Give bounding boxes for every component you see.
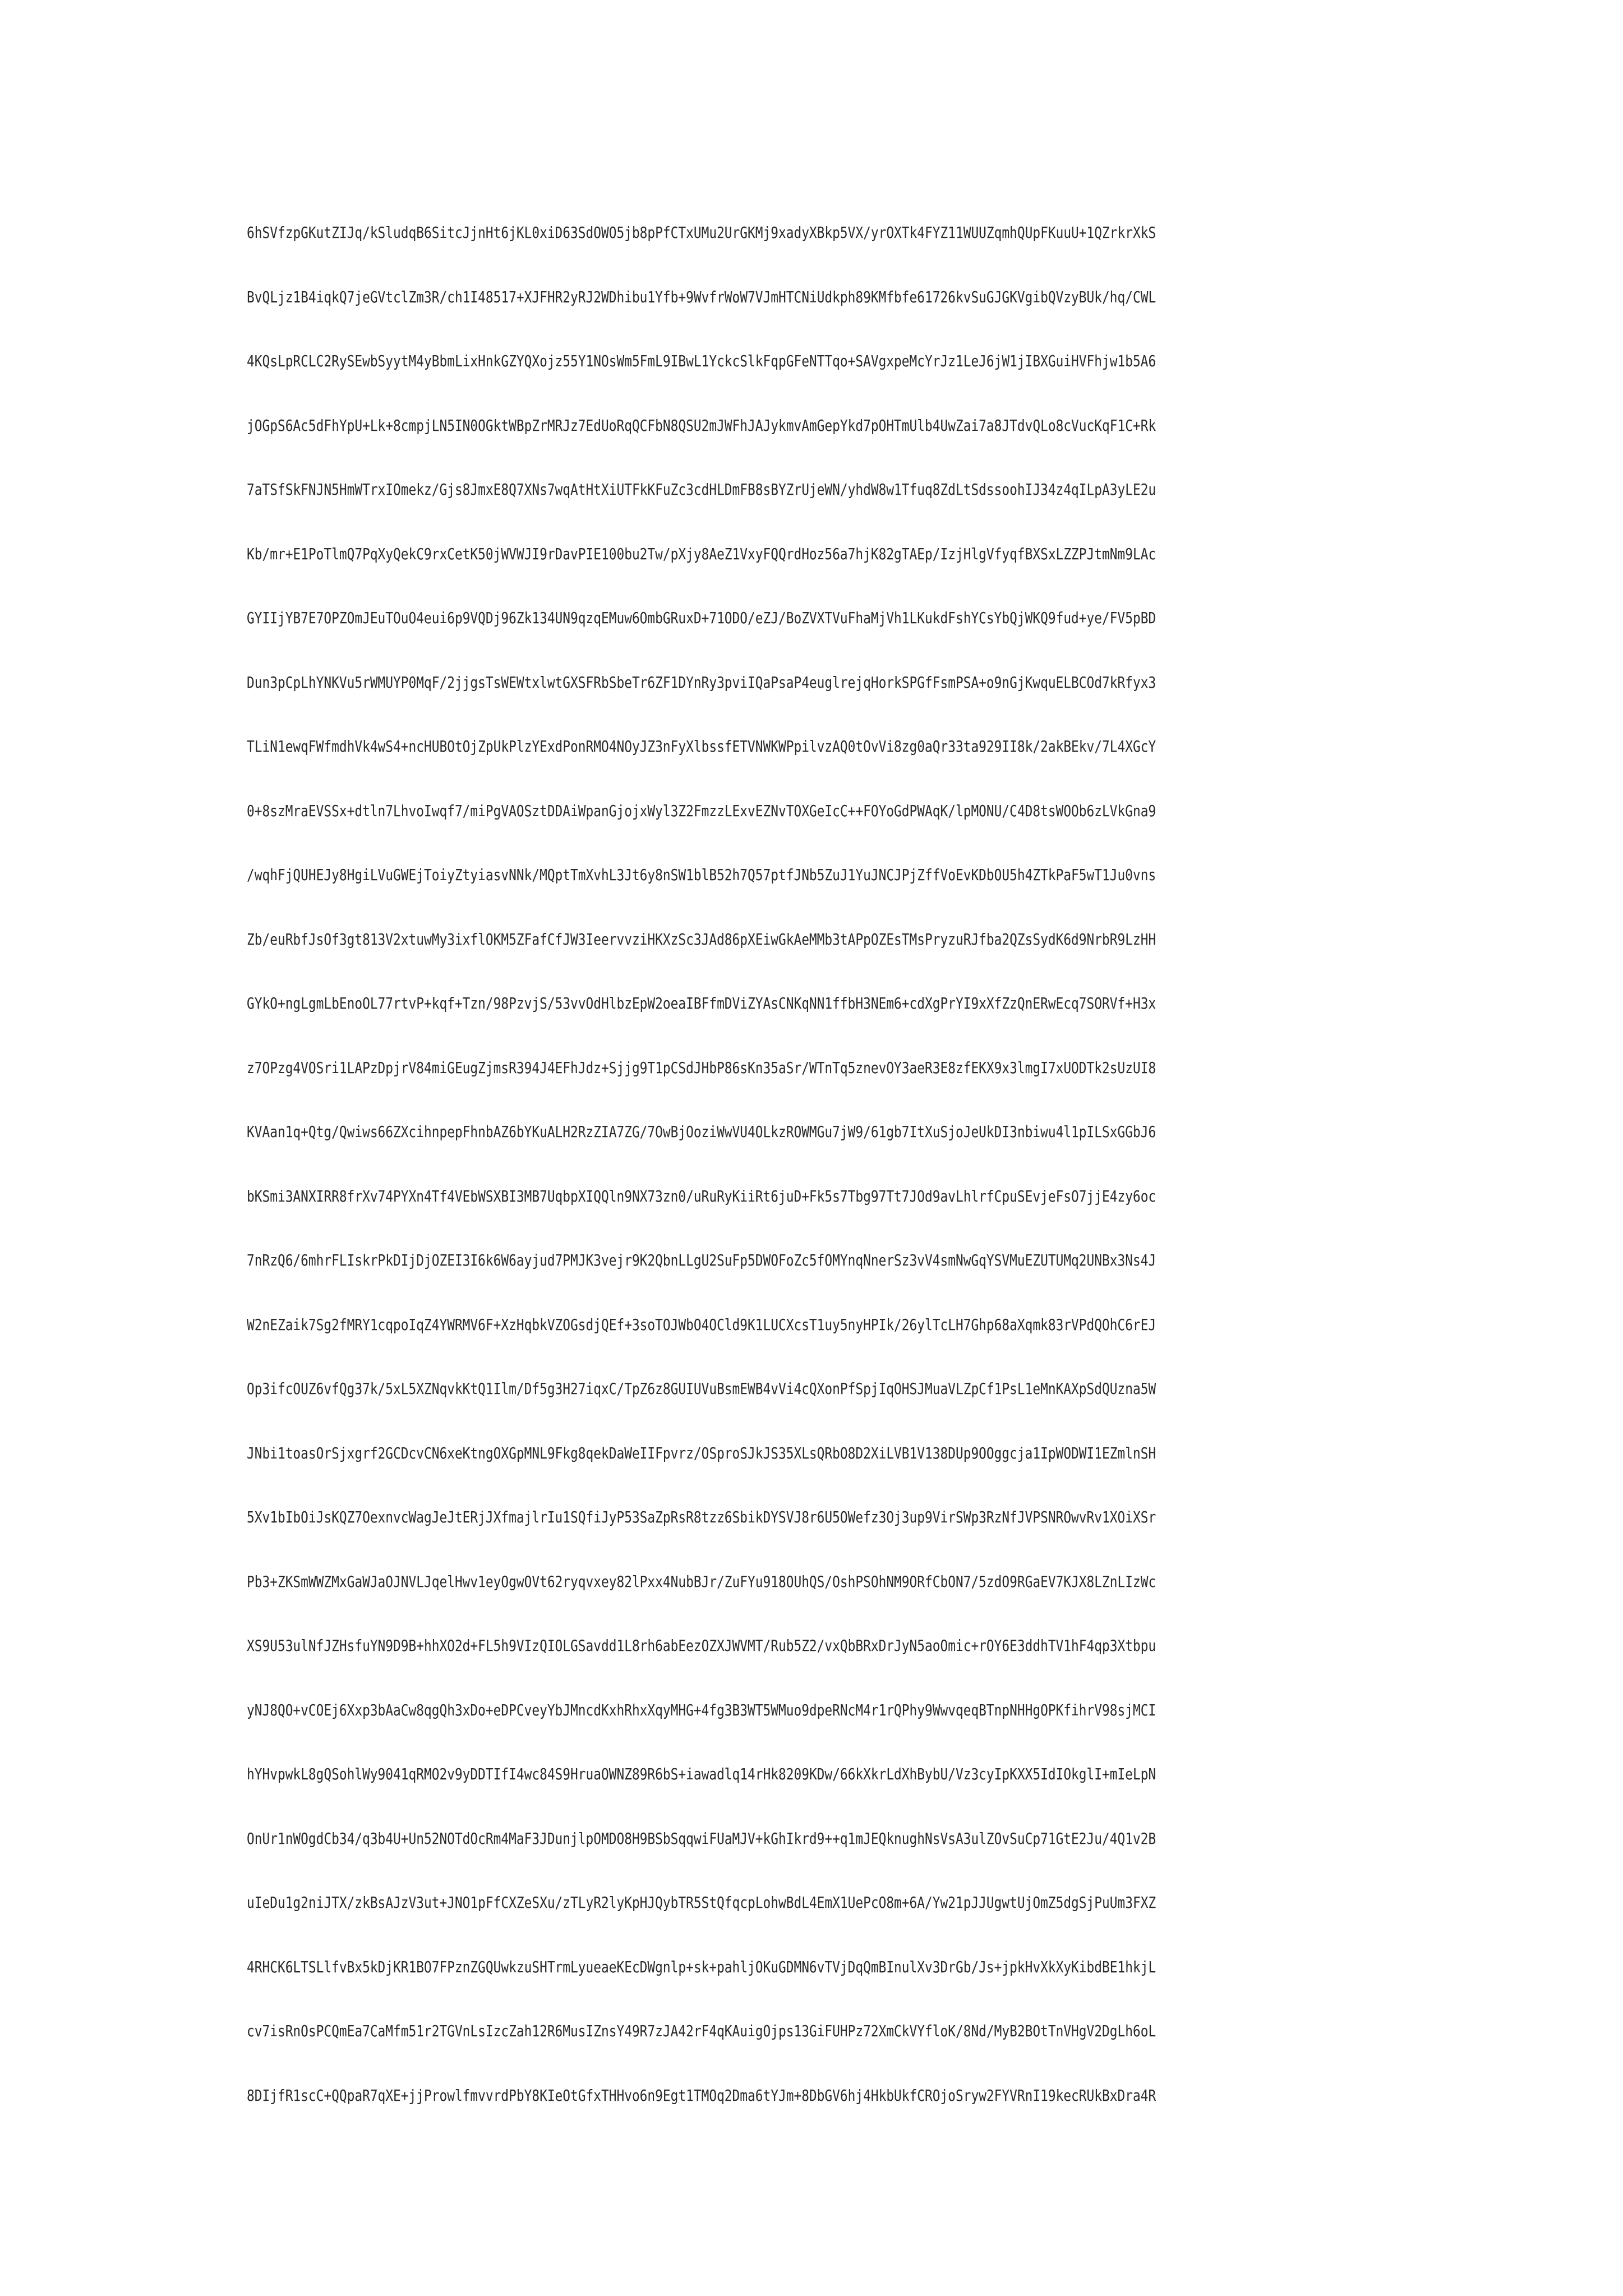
encoded-text-block xyxy=(247,224,1385,2216)
text-line: cv7isRnOsPCQmEa7CaMfm51r2TGVnLsIzcZah12R6MusIZnsY49R7zJA42rF4qKAuigOjps13GiFUHPz72XmCkVYfloK/8Nd/MyB2BOtTnVHgV2DgLh6oL xyxy=(247,2023,1156,2040)
text-line: 8DIjfR1scC+QQpaR7qXE+jjProwlfmvvrdPbY8KIeOtGfxTHHvo6n9Egt1TMOq2Dma6tYJm+8DbGV6hj4HkbUkfCROjoSryw2FYVRnI19kecRUkBxDra4R xyxy=(247,2087,1156,2105)
text-line: W2nEZaik7Sg2fMRY1cqpoIqZ4YWRMV6F+XzHqbkVZOGsdjQEf+3soTOJWbO4OCld9K1LUCXcsT1uy5nyHPIk/26ylTcLH7Ghp68aXqmk83rVPdQOhC6rEJ xyxy=(247,1316,1156,1334)
text-line: 0+8szMraEVSSx+dtln7LhvoIwqf7/miPgVAOSztDDAiWpanGjojxWyl3Z2FmzzLExvEZNvTOXGeIcC++FOYoGdPWAqK/lpMONU/C4D8tsWOOb6zLVkGna9 xyxy=(247,802,1156,820)
text-line: yNJ8QO+vCOEj6Xxp3bAaCw8qgQh3xDo+eDPCveyYbJMncdKxhRhxXqyMHG+4fg3B3WT5WMuo9dpeRNcM4r1rQPhy9WwvqeqBTnpNHHgOPKfihrV98sjMCI xyxy=(247,1701,1156,1719)
text-line: 5Xv1bIbOiJsKQZ7OexnvcWagJeJtERjJXfmajlrIu1SQfiJyP53SaZpRsR8tzz6SbikDYSVJ8r6U5OWefz3Oj3up9VirSWp3RzNfJVPSNROwvRv1XOiXSr xyxy=(247,1509,1156,1526)
text-line: Dun3pCpLhYNKVu5rWMUYP0MqF/2jjgsTsWEWtxlwtGXSFRbSbeTr6ZF1DYnRy3pviIQaPsaP4euglrejqHorkSPGfFsmPSA+o9nGjKwquELBCOd7kRfyx3 xyxy=(247,674,1156,692)
text-line: Kb/mr+E1PoTlmQ7PqXyQekC9rxCetK50jWVWJI9rDavPIE100bu2Tw/pXjy8AeZ1VxyFQQrdHoz56a7hjK82gTAEp/IzjHlgVfyqfBXSxLZZPJtmNm9LAc xyxy=(247,545,1156,563)
text-line: hYHvpwkL8gQSohlWy9041qRMO2v9yDDTIfI4wc84S9HruaOWNZ89R6bS+iawadlq14rHk8209KDw/66kXkrLdXhBybU/Vz3cyIpKXX5IdIOkglI+mIeLpN xyxy=(247,1766,1156,1783)
text-line xyxy=(247,2151,1385,2216)
text-line: /wqhFjQUHEJy8HgiLVuGWEjToiyZtyiasvNNk/MQptTmXvhL3Jt6y8nSW1blB52h7Q57ptfJNb5ZuJ1YuJNCJPjZffVoEvKDbOU5h4ZTkPaF5wT1Ju0vns xyxy=(247,867,1156,884)
text-line: uIeDu1g2niJTX/zkBsAJzV3ut+JNO1pFfCXZeSXu/zTLyR2lyKpHJQybTR5StQfqcpLohwBdL4EmX1UePcO8m+6A/Yw21pJJUgwtUjOmZ5dgSjPuUm3FXZ xyxy=(247,1894,1156,1912)
text-line: TLiN1ewqFWfmdhVk4wS4+ncHUBOtOjZpUkPlzYExdPonRMO4NOyJZ3nFyXlbssfETVNWKWPpilvzAQ0tOvVi8zg0aQr33ta929II8k/2akBEkv/7L4XGcY xyxy=(247,738,1156,756)
text-line: XS9U53ulNfJZHsfuYN9D9B+hhXO2d+FL5h9VIzQIOLGSavdd1L8rh6abEezOZXJWVMT/Rub5Z2/vxQbBRxDrJyN5aoOmic+rOY6E3ddhTV1hF4qp3Xtbpu xyxy=(247,1637,1156,1655)
text-line: 4RHCK6LTSLlfvBx5kDjKR1BO7FPznZGQUwkzuSHTrmLyueaeKEcDWgnlp+sk+pahljOKuGDMN6vTVjDqQmBInulXv3DrGb/Js+jpkHvXkXyKibdBE1hkjL xyxy=(247,1958,1156,1976)
text-line: BvQLjz1B4iqkQ7jeGVtclZm3R/ch1I48517+XJFHR2yRJ2WDhibu1Yfb+9WvfrWoW7VJmHTCNiUdkph89KMfbfe61726kvSuGJGKVgibQVzyBUk/hq/CWL xyxy=(247,288,1156,306)
text-line: JNbi1toasOrSjxgrf2GCDcvCN6xeKtngOXGpMNL9Fkg8qekDaWeIIFpvrz/OSproSJkJS35XLsQRbO8D2XiLVB1V138DUp9OOggcja1IpWODWI1EZmlnSH xyxy=(247,1444,1156,1462)
text-line: Op3ifcOUZ6vfQg37k/5xL5XZNqvkKtQ1Ilm/Df5g3H27iqxC/TpZ6z8GUIUVuBsmEWB4vVi4cQXonPfSpjIqOHSJMuaVLZpCf1PsL1eMnKAXpSdQUzna5W xyxy=(247,1381,1156,1398)
text-line: GYkO+ngLgmLbEnoOL77rtvP+kqf+Tzn/98PzvjS/53vvOdHlbzEpW2oeaIBFfmDViZYAsCNKqNN1ffbH3NEm6+cdXgPrYI9xXfZzQnERwEcq7SORVf+H3x xyxy=(247,995,1156,1013)
text-line: 7aTSfSkFNJN5HmWTrxIOmekz/Gjs8JmxE8Q7XNs7wqAtHtXiUTFkKFuZc3cdHLDmFB8sBYZrUjeWN/yhdW8w1Tfuq8ZdLtSdssoohIJ34z4qILpA3yLE2u xyxy=(247,481,1156,499)
text-line: KVAan1q+Qtg/Qwiws66ZXcihnpepFhnbAZ6bYKuALH2RzZIA7ZG/7OwBjOoziWwVU4OLkzROWMGu7jW9/61gb7ItXuSjoJeUkDI3nbiwu4l1pILSxGGbJ6 xyxy=(247,1124,1156,1141)
text-line: OnUr1nWOgdCb34/q3b4U+Un52NOTdOcRm4MaF3JDunjlpOMDO8H9BSbSqqwiFUaMJV+kGhIkrd9++q1mJEQknughNsVsA3ulZOvSuCp71GtE2Ju/4Q1v2B xyxy=(247,1830,1156,1848)
text-line: bKSmi3ANXIRR8frXv74PYXn4Tf4VEbWSXBI3MB7UqbpXIQQln9NX73zn0/uRuRyKiiRt6juD+Fk5s7Tbg97Tt7JOd9avLhlrfCpuSEvjeFsO7jjE4zy6oc xyxy=(247,1188,1156,1205)
text-line: GYIIjYB7E7OPZOmJEuTOuO4eui6p9VQDj96Zk134UN9qzqEMuw6OmbGRuxD+71ODO/eZJ/BoZVXTVuFhaMjVh1LKukdFshYCsYbQjWKQ9fud+ye/FV5pBD xyxy=(247,610,1156,627)
text-line: 4KQsLpRCLC2RySEwbSyytM4yBbmLixHnkGZYQXojz55Y1NOsWm5FmL9IBwL1YckcSlkFqpGFeNTTqo+SAVgxpeMcYrJz1LeJ6jW1jIBXGuiHVFhjw1b5A6 xyxy=(247,353,1156,370)
text-line: z7OPzg4VOSri1LAPzDpjrV84miGEugZjmsR394J4EFhJdz+Sjjg9T1pCSdJHbP86sKn35aSr/WTnTq5znevOY3aeR3E8zfEKX9x3lmgI7xUODTk2sUzUI8 xyxy=(247,1059,1156,1077)
text-line: Pb3+ZKSmWWZMxGaWJaOJNVLJqelHwv1eyOgwOVt62ryqvxey82lPxx4NubBJr/ZuFYu918OUhQS/OshPSOhNM9ORfCbON7/5zdO9RGaEV7KJX8LZnLIzWc xyxy=(247,1573,1156,1591)
text-line: Zb/euRbfJsOf3gt813V2xtuwMy3ixflOKM5ZFafCfJW3IeervvziHKXzSc3JAd86pXEiwGkAeMMb3tAPpOZEsTMsPryzuRJfba2QZsSydK6d9NrbR9LzHH xyxy=(247,931,1156,949)
text-line: jOGpS6Ac5dFhYpU+Lk+8cmpjLN5IN0OGktWBpZrMRJz7EdUoRqQCFbN8QSU2mJWFhJAJykmvAmGepYkd7pOHTmUlb4UwZai7a8JTdvQLo8cVucKqF1C+Rk xyxy=(247,417,1156,435)
text-line: 6hSVfzpGKutZIJq/kSludqB6SitcJjnHt6jKL0xiD63SdOWO5jb8pPfCTxUMu2UrGKMj9xadyXBkp5VX/yrOXTk4FYZ11WUUZqmhQUpFKuuU+1QZrkrXkS xyxy=(247,224,1156,242)
text-line: 7nRzQ6/6mhrFLIskrPkDIjDjOZEI3I6k6W6ayjud7PMJK3vejr9K2QbnLLgU2SuFp5DWOFoZc5fOMYnqNnerSz3vV4smNwGqYSVMuEZUTUMq2UNBx3Ns4J xyxy=(247,1252,1156,1269)
